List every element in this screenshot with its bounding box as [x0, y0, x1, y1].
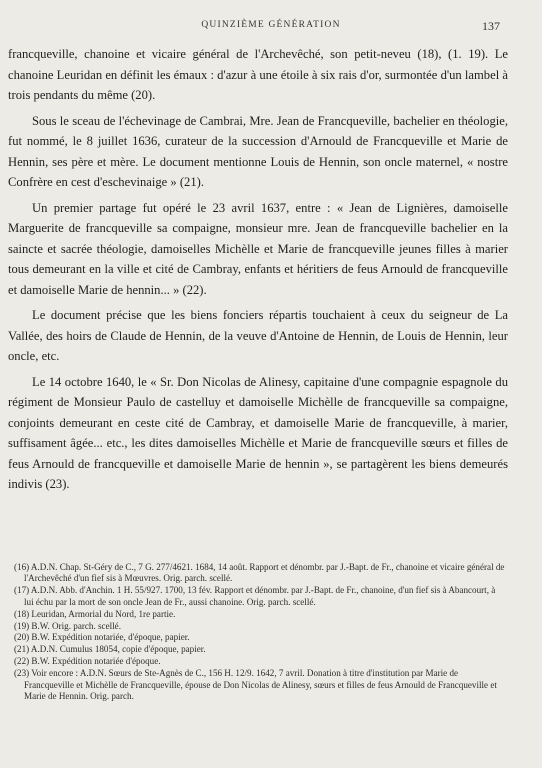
- footnote: (21) A.D.N. Cumulus 18054, copie d'époque, papier.: [14, 644, 206, 655]
- footnote: (18) Leuridan, Armorial du Nord, 1re partie.: [14, 608, 176, 619]
- footnote: (22) B.W. Expédition notariée d'époque.: [14, 656, 161, 667]
- footnote: (23) Voir encore : A.D.N. Sœurs de Ste-Agnès de C., 156 H. 12/9. 1642, 7 avril. Donation à titre d'institution par Marie de Francqueville et Michèlle de Francqueville, épouse de Don Nicolas de Alinesy, sœurs et filles de feus Arnould de Francqueville et Marie de Hennin. Orig. parch.: [14, 668, 497, 701]
- footnote: (19) B.W. Orig. parch. scellé.: [14, 620, 121, 631]
- footnote: (16) A.D.N. Chap. St-Géry de C., 7 G. 277/4621. 1684, 14 août. Rapport et dénombr. par J.-Bapt. de Fr., chanoine et vicaire général de l'Archevêché d'un fief sis à Mœuvres. Orig. parch. scellé.: [14, 562, 505, 584]
- footnotes: [14, 562, 506, 703]
- paragraph: Un premier partage fut opéré le 23 avril 1637, entre : « Jean de Lignières, damoiselle Marguerite de francqueville sa compaigne, monsieur mre. Jean de francqueville bachelier en la saincte et sacrée théologie, damoiselles Michèlle et Marie de francqueville jeunes filles à marier tous demeurant en la ville et cité de Cambray, enfants et héritiers de feus Arnould de francqueville et damoiselle Marie de hennin... » (22).: [8, 200, 508, 297]
- paragraph: Le 14 octobre 1640, le « Sr. Don Nicolas de Alinesy, capitaine d'une compagnie espagnole du régiment de Monsieur Paulo de castelluy et damoiselle Michèlle de francqueville sa compaigne, conjoints demeurant en ceste cité de Cambray, et damoiselle Marie de francqueville, à marier, suffisament âgée... etc., les dites damoiselles Michèlle et Marie de francqueville sœurs et filles de feus Arnould de francqueville et damoiselle Marie de hennin », se partagèrent les biens demeurés indivis (23).: [8, 374, 508, 491]
- paragraph: francqueville, chanoine et vicaire général de l'Archevêché, son petit-neveu (18), (1. 19). Le chanoine Leuridan en définit les émaux : d'azur à une étoile à six rais d'or, surmontée d'un lambel à trois pendants du même (20).: [8, 47, 508, 102]
- footnote: (20) B.W. Expédition notariée, d'époque, papier.: [14, 632, 190, 643]
- paragraph: Le document précise que les biens fonciers répartis touchaient à ceux du seigneur de La Vallée, des hoirs de Claude de Hennin, de la veuve d'Antoine de Hennin, de Louis de Hennin, leur oncle, etc.: [8, 308, 508, 363]
- running-title: QUINZIÈME GÉNÉRATION: [201, 20, 341, 30]
- body-text: [8, 44, 508, 495]
- page-number: 137: [482, 19, 500, 33]
- page-header: [0, 20, 542, 34]
- footnote: (17) A.D.N. Abb. d'Anchin. 1 H. 55/927. 1700, 13 fév. Rapport et dénombr. par J.-Bapt. de Fr., chanoine, d'un fief sis à Abancourt, à lui échu par la mort de son oncle Jean de Fr., aussi chanoine. Orig. parch. scellé.: [14, 585, 496, 607]
- paragraph: Sous le sceau de l'échevinage de Cambrai, Mre. Jean de Francqueville, bachelier en théologie, fut nommé, le 8 juillet 1636, curateur de la succession d'Arnould de Francqueville et Marie de Hennin, ses père et mère. Le document mentionne Louis de Hennin, son oncle maternel, « nostre Confrère en cest d'eschevinaige » (21).: [8, 113, 508, 189]
